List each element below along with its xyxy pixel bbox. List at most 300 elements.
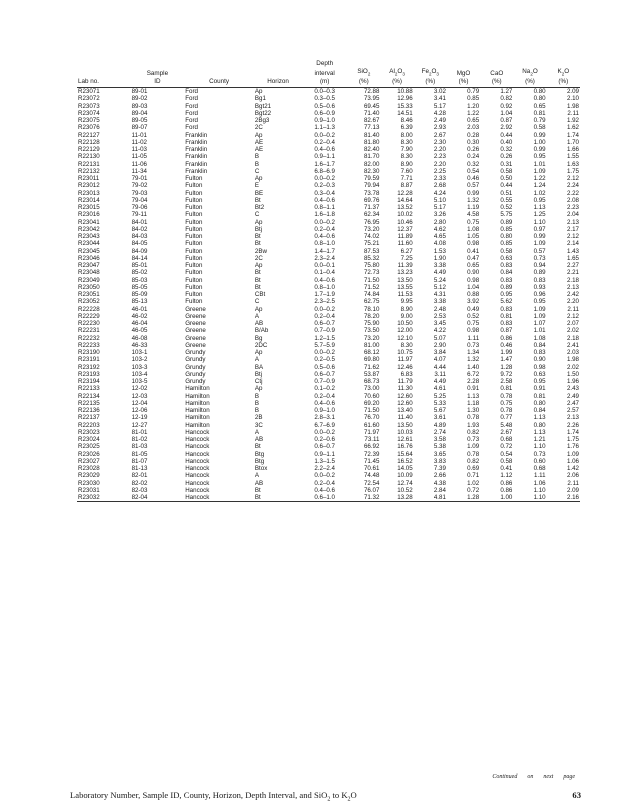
cell-county: Ford xyxy=(185,117,198,125)
cell-lab-no: R23012 xyxy=(78,182,100,190)
cell-lab-no: R23031 xyxy=(78,486,100,494)
cell-lab-no: R22231 xyxy=(78,327,100,335)
cell-al2o3: 10.09 xyxy=(397,472,413,480)
cell-county: Franklin xyxy=(185,160,208,168)
header-horizon xyxy=(254,68,302,79)
header-row xyxy=(77,68,580,79)
cell-lab-no: R23194 xyxy=(78,378,100,386)
cell-sample-id: 85-02 xyxy=(131,269,148,277)
cell-cao: 0.50 xyxy=(500,175,513,183)
cell-al2o3: 10.02 xyxy=(397,211,413,219)
cell-lab-no: R22203 xyxy=(78,421,100,429)
cell-cao: 0.92 xyxy=(500,102,513,110)
cell-cao: 1.99 xyxy=(500,349,513,357)
cell-cao: 0.31 xyxy=(500,160,513,168)
cell-k2o: 1.43 xyxy=(566,247,579,255)
cell-mgo: 2.28 xyxy=(467,378,480,386)
cell-lab-no: R23028 xyxy=(78,465,100,473)
cell-sample-id: 12-27 xyxy=(131,421,148,429)
cell-lab-no: R22137 xyxy=(78,414,100,422)
cell-fe2o3: 4.24 xyxy=(433,189,446,197)
cell-k2o: 2.06 xyxy=(566,472,579,480)
cell-cao: 0.44 xyxy=(500,131,513,139)
table-row xyxy=(77,327,580,334)
cell-na2o: 1.13 xyxy=(533,204,546,212)
cell-k2o: 2.02 xyxy=(566,363,579,371)
cell-cao: 0.83 xyxy=(500,305,513,313)
cell-cao: 1.47 xyxy=(500,356,513,364)
cell-lab-no: R22230 xyxy=(78,320,100,328)
cell-county: Ford xyxy=(185,109,198,117)
cell-al2o3: 14.51 xyxy=(397,109,413,117)
cell-sample-id: 11-05 xyxy=(131,153,147,161)
cell-lab-no: R22136 xyxy=(78,407,100,415)
cell-k2o: 2.42 xyxy=(566,291,579,299)
header-k2o: (%) xyxy=(547,78,580,87)
cell-na2o: 0.83 xyxy=(533,349,546,357)
cell-cao: 0.81 xyxy=(500,312,513,320)
cell-cao: 1.04 xyxy=(500,109,513,117)
cell-k2o: 2.12 xyxy=(566,312,579,320)
header-sio2: SiO$_2$ xyxy=(357,67,371,76)
cell-depth-interval: 0.9–1.0 xyxy=(314,407,336,415)
cell-county: Fulton xyxy=(185,298,203,306)
cell-mgo: 0.41 xyxy=(467,247,480,255)
header-subscript: 2 xyxy=(394,70,398,76)
cell-lab-no: R23014 xyxy=(78,196,100,204)
cell-depth-interval: 0.7–0.9 xyxy=(314,327,336,335)
cell-k2o: 2.13 xyxy=(566,218,579,226)
cell-na2o: 1.10 xyxy=(533,486,546,494)
cell-cao: 1.12 xyxy=(500,472,513,480)
cell-fe2o3: 4.81 xyxy=(414,494,447,502)
cell-depth-interval: 1.3–1.5 xyxy=(314,457,336,465)
cell-sample-id: 12-19 xyxy=(131,414,148,422)
table-row xyxy=(77,233,580,240)
cell-sample-id: 84-01 xyxy=(131,218,148,226)
cell-sio2: 75.21 xyxy=(363,240,380,248)
table-row xyxy=(77,378,580,385)
cell-depth-interval: 2.3–2.4 xyxy=(314,254,336,262)
cell-na2o: 0.60 xyxy=(533,457,546,465)
table-row xyxy=(77,458,580,465)
soil-chemistry-table xyxy=(77,60,580,502)
cell-al2o3: 9.95 xyxy=(400,298,413,306)
cell-lab-no: R23052 xyxy=(78,298,100,306)
cell-county: Hancock xyxy=(185,486,210,494)
cell-county: Fulton xyxy=(185,218,203,226)
cell-mgo: 0.85 xyxy=(467,95,480,103)
cell-cao: 0.75 xyxy=(500,399,513,407)
cell-fe2o3: 4.44 xyxy=(433,363,446,371)
cell-fe2o3: 7.39 xyxy=(433,465,446,473)
cell-sio2: 72.73 xyxy=(363,269,380,277)
cell-na2o: 0.96 xyxy=(533,291,546,299)
cell-sample-id: 89-03 xyxy=(131,102,148,110)
cell-na2o: 1.22 xyxy=(533,175,546,183)
cell-cao: 1.00 xyxy=(480,494,513,502)
cell-fe2o3: 3.84 xyxy=(433,349,446,357)
cell-mgo: 3.92 xyxy=(467,298,480,306)
cell-horizon: B xyxy=(254,160,260,168)
cell-mgo: 0.75 xyxy=(467,218,480,226)
cell-county: Fulton xyxy=(185,291,203,299)
cell-sample-id: 81-05 xyxy=(131,450,148,458)
header-subscript: 2 xyxy=(367,70,371,76)
cell-depth-interval: 0.3–0.4 xyxy=(314,189,336,197)
cell-sio2: 81.70 xyxy=(363,153,380,161)
cell-mgo: 0.30 xyxy=(467,138,480,146)
cell-lab-no: R23011 xyxy=(78,175,100,183)
table-row xyxy=(77,349,580,356)
cell-al2o3: 7.25 xyxy=(400,254,413,262)
table-row xyxy=(77,400,580,407)
cell-sample-id: 103-4 xyxy=(131,370,148,378)
cell-sio2: 62.34 xyxy=(363,211,380,219)
cell-sio2: 79.59 xyxy=(363,175,380,183)
cell-sample-id: 12-03 xyxy=(131,392,148,400)
cell-mgo: 0.79 xyxy=(467,88,480,96)
cell-sample-id: 84-09 xyxy=(131,247,148,255)
cell-sio2: 68.73 xyxy=(363,378,380,386)
cell-cao: 2.58 xyxy=(500,378,513,386)
cell-mgo: 0.73 xyxy=(467,341,480,349)
cell-sample-id: 89-02 xyxy=(131,95,148,103)
header-k2o xyxy=(547,60,580,68)
cell-na2o: 0.99 xyxy=(533,146,546,154)
cell-county: Franklin xyxy=(185,167,208,175)
header-al2o3: (%) xyxy=(380,78,413,87)
cell-horizon: Ap xyxy=(254,88,263,96)
cell-fe2o3: 2.33 xyxy=(433,175,446,183)
cell-horizon: Bt xyxy=(254,196,261,204)
cell-cao: 1.28 xyxy=(500,363,513,371)
cell-na2o: 0.93 xyxy=(533,283,546,291)
cell-na2o: 1.02 xyxy=(533,189,546,197)
cell-sample-id: 82-01 xyxy=(131,472,148,480)
cell-fe2o3: 4.08 xyxy=(433,240,446,248)
cell-cao: 0.87 xyxy=(500,327,513,335)
cell-sample-id: 89-05 xyxy=(131,117,148,125)
cell-county: Franklin xyxy=(185,131,208,139)
cell-fe2o3: 1.53 xyxy=(433,247,446,255)
cell-horizon: BA xyxy=(254,363,264,371)
cell-sio2: 78.10 xyxy=(363,305,380,313)
cell-sio2: 68.12 xyxy=(363,349,380,357)
cell-na2o: 0.94 xyxy=(533,262,546,270)
cell-horizon: A xyxy=(254,472,260,480)
header-depth-interval: (m) xyxy=(302,78,347,87)
continued-note xyxy=(0,774,575,780)
cell-al2o3: 10.46 xyxy=(397,218,413,226)
cell-depth-interval: 1.6–1.7 xyxy=(314,160,336,168)
cell-cao: 0.46 xyxy=(500,341,513,349)
cell-horizon: Ap xyxy=(254,131,263,139)
cell-sample-id: 84-05 xyxy=(131,240,148,248)
cell-fe2o3: 3.65 xyxy=(433,450,446,458)
cell-county: Hamilton xyxy=(185,421,210,429)
cell-horizon: Bt2 xyxy=(254,204,265,212)
header-sample-id: ID xyxy=(131,78,185,87)
cell-sio2: 71.52 xyxy=(363,283,380,291)
cell-horizon: Ap xyxy=(254,349,263,357)
cell-fe2o3: 3.45 xyxy=(433,320,446,328)
cell-sio2: 73.78 xyxy=(363,189,380,197)
cell-k2o: 2.08 xyxy=(566,196,579,204)
cell-county: Fulton xyxy=(185,182,203,190)
cell-cao: 0.86 xyxy=(500,486,513,494)
cell-na2o: 1.09 xyxy=(533,312,546,320)
cell-k2o: 2.24 xyxy=(566,182,579,190)
cell-al2o3: 10.75 xyxy=(397,349,413,357)
cell-k2o: 2.04 xyxy=(566,211,579,219)
cell-cao: 0.83 xyxy=(500,320,513,328)
cell-county: Fulton xyxy=(185,233,203,241)
cell-al2o3: 7.60 xyxy=(400,167,413,175)
cell-mgo: 0.82 xyxy=(467,428,480,436)
table-row xyxy=(77,190,580,197)
cell-na2o: 0.89 xyxy=(533,269,546,277)
cell-mgo: 1.28 xyxy=(447,494,480,502)
cell-na2o: 0.95 xyxy=(533,196,546,204)
cell-al2o3: 13.50 xyxy=(397,421,413,429)
cell-na2o: 1.07 xyxy=(533,320,546,328)
cell-lab-no: R23047 xyxy=(78,262,100,270)
cell-sample-id: 89-04 xyxy=(131,109,148,117)
cell-county: Fulton xyxy=(185,247,203,255)
cell-k2o: 1.74 xyxy=(566,428,579,436)
cell-sio2: 76.95 xyxy=(363,218,380,226)
cell-k2o: 2.10 xyxy=(566,95,579,103)
header-na2o xyxy=(513,60,546,68)
cell-lab-no: R23076 xyxy=(78,124,100,132)
cell-horizon: Ctj xyxy=(254,378,263,386)
cell-cao: 5.48 xyxy=(500,421,513,429)
cell-k2o: 2.57 xyxy=(566,407,579,415)
cell-horizon: BE xyxy=(254,189,264,197)
cell-lab-no: R23050 xyxy=(78,283,100,291)
cell-na2o: 1.24 xyxy=(533,182,546,190)
cell-depth-interval: 0.0–0.3 xyxy=(314,88,336,96)
cell-sample-id: 103-1 xyxy=(131,349,148,357)
cell-sio2: 61.60 xyxy=(363,421,380,429)
cell-k2o: 2.07 xyxy=(566,320,579,328)
cell-sample-id: 89-07 xyxy=(131,124,148,132)
cell-al2o3: 12.37 xyxy=(397,225,413,233)
cell-al2o3: 13.28 xyxy=(380,494,413,502)
caption-sub-1: 2 xyxy=(327,796,331,803)
header-row xyxy=(77,60,580,68)
cell-al2o3: 12.61 xyxy=(397,436,413,444)
header-k2o: $K_2O$ xyxy=(557,67,570,76)
cell-mgo: 0.99 xyxy=(467,189,480,197)
cell-fe2o3: 5.25 xyxy=(433,392,446,400)
cell-al2o3: 15.33 xyxy=(397,102,413,110)
cell-sio2: 71.62 xyxy=(363,363,380,371)
cell-depth-interval: 0.4–0.6 xyxy=(314,146,336,154)
cell-al2o3: 12.10 xyxy=(397,334,413,342)
cell-al2o3: 12.60 xyxy=(397,399,413,407)
table-row xyxy=(77,124,580,131)
cell-lab-no: R23030 xyxy=(78,479,100,487)
cell-depth-interval: 0.9–1.1 xyxy=(314,450,336,458)
cell-sample-id: 82-04 xyxy=(131,494,185,502)
cell-depth-interval: 1.1–1.3 xyxy=(314,124,336,132)
cell-county: Greene xyxy=(185,305,206,313)
table-row xyxy=(77,356,580,363)
cell-fe2o3: 2.23 xyxy=(433,153,446,161)
cell-k2o: 2.20 xyxy=(566,298,579,306)
cell-sio2: 74.84 xyxy=(363,291,380,299)
header-subscript: 3 xyxy=(402,70,405,76)
cell-county: Fulton xyxy=(185,240,203,248)
cell-depth-interval: 0.2–0.3 xyxy=(314,182,336,190)
cell-horizon: Ap xyxy=(254,262,263,270)
cell-sio2: 82.00 xyxy=(363,160,380,168)
cell-mgo: 1.22 xyxy=(467,109,480,117)
cell-na2o: 0.73 xyxy=(533,450,546,458)
header-fe2o3: (%) xyxy=(414,78,447,87)
cell-fe2o3: 5.67 xyxy=(433,407,446,415)
header-sio2 xyxy=(347,60,380,68)
cell-lab-no: R23074 xyxy=(78,109,100,117)
cell-al2o3: 10.52 xyxy=(397,486,413,494)
cell-lab-no: R23073 xyxy=(78,102,100,110)
cell-mgo: 2.03 xyxy=(467,124,480,132)
cell-cao: 1.27 xyxy=(500,88,513,96)
cell-lab-no: R23013 xyxy=(78,189,100,197)
table-row xyxy=(77,364,580,371)
cell-na2o: 0.81 xyxy=(533,109,546,117)
cell-depth-interval: 0.6–0.7 xyxy=(314,443,336,451)
cell-mgo: 0.47 xyxy=(467,254,480,262)
cell-na2o: 0.58 xyxy=(533,124,546,132)
cell-al2o3: 13.23 xyxy=(397,269,413,277)
cell-na2o: 1.13 xyxy=(533,428,546,436)
table-row xyxy=(77,298,580,305)
cell-fe2o3: 5.17 xyxy=(433,204,446,212)
header-cao: CaO xyxy=(490,69,504,77)
cell-fe2o3: 4.49 xyxy=(433,269,446,277)
cell-sio2: 87.53 xyxy=(363,247,380,255)
cell-na2o: 1.08 xyxy=(533,334,546,342)
cell-horizon: CBt xyxy=(254,291,266,299)
cell-sio2: 79.94 xyxy=(363,182,380,190)
table-row xyxy=(77,465,580,472)
cell-fe2o3: 2.74 xyxy=(433,428,446,436)
cell-sio2: 85.32 xyxy=(363,254,380,262)
cell-mgo: 1.09 xyxy=(467,443,480,451)
cell-cao: 0.84 xyxy=(500,269,513,277)
cell-k2o: 1.42 xyxy=(566,465,579,473)
caption-text-end: O xyxy=(350,790,357,800)
cell-na2o: 1.21 xyxy=(533,436,546,444)
cell-depth-interval: 0.3–0.5 xyxy=(314,95,336,103)
cell-sample-id: 46-01 xyxy=(131,305,148,313)
cell-mgo: 0.24 xyxy=(467,153,480,161)
cell-al2o3: 12.00 xyxy=(397,327,413,335)
cell-fe2o3: 4.49 xyxy=(433,378,446,386)
header-lab-no xyxy=(77,60,131,68)
header-na2o: (%) xyxy=(513,78,546,87)
continued-page-word: page xyxy=(563,774,575,780)
cell-lab-no: R23075 xyxy=(78,117,100,125)
cell-cao: 0.85 xyxy=(500,225,513,233)
cell-cao: 0.86 xyxy=(500,334,513,342)
cell-county: Fulton xyxy=(185,283,203,291)
cell-fe2o3: 4.31 xyxy=(433,291,446,299)
cell-mgo: 1.04 xyxy=(467,283,480,291)
header-horizon: Horizon xyxy=(254,78,302,87)
table-row xyxy=(77,443,580,450)
cell-depth-interval: 0.4–0.6 xyxy=(314,233,336,241)
cell-sample-id: 79-01 xyxy=(131,175,148,183)
cell-cao: 0.32 xyxy=(500,146,513,154)
cell-sample-id: 81-03 xyxy=(131,443,148,451)
cell-horizon: B xyxy=(254,407,260,415)
header-al2o3 xyxy=(380,60,413,68)
table-row xyxy=(77,197,580,204)
cell-al2o3: 6.39 xyxy=(400,124,413,132)
cell-county: Hancock xyxy=(185,465,210,473)
cell-na2o: 0.95 xyxy=(533,153,546,161)
cell-county: Hancock xyxy=(185,457,210,465)
cell-al2o3: 16.76 xyxy=(397,443,413,451)
cell-mgo: 1.40 xyxy=(467,363,480,371)
cell-sio2: 71.97 xyxy=(363,428,380,436)
cell-horizon: Bt xyxy=(254,276,261,284)
cell-al2o3: 16.52 xyxy=(397,457,413,465)
cell-horizon: B xyxy=(254,399,260,407)
cell-mgo: 0.88 xyxy=(467,291,480,299)
table-row xyxy=(77,240,580,247)
cell-k2o: 2.22 xyxy=(566,189,579,197)
cell-cao: 2.67 xyxy=(500,428,513,436)
cell-na2o: 0.95 xyxy=(533,298,546,306)
cell-lab-no: R22130 xyxy=(78,153,100,161)
cell-sio2: 81.80 xyxy=(363,138,380,146)
cell-horizon: 2B xyxy=(254,414,263,422)
cell-sample-id: 79-06 xyxy=(131,204,148,212)
cell-cao: 0.52 xyxy=(500,204,513,212)
cell-k2o: 2.09 xyxy=(566,486,579,494)
cell-lab-no: R23043 xyxy=(78,233,100,241)
cell-fe2o3: 3.61 xyxy=(433,414,446,422)
table-row xyxy=(77,110,580,117)
cell-al2o3: 11.79 xyxy=(397,378,413,386)
cell-mgo: 1.19 xyxy=(467,204,480,212)
cell-k2o: 2.23 xyxy=(566,204,579,212)
cell-na2o: 0.83 xyxy=(533,276,546,284)
cell-county: Hancock xyxy=(185,443,210,451)
table-row xyxy=(77,371,580,378)
cell-na2o: 1.25 xyxy=(533,211,546,219)
cell-k2o: 2.16 xyxy=(547,494,580,502)
cell-na2o: 0.91 xyxy=(533,385,546,393)
cell-lab-no: R23029 xyxy=(78,472,100,480)
cell-lab-no: R23026 xyxy=(78,450,100,458)
cell-sample-id: 103-5 xyxy=(131,378,148,386)
cell-county: Fulton xyxy=(185,175,203,183)
cell-lab-no: R22229 xyxy=(78,312,100,320)
cell-lab-no: R23072 xyxy=(78,95,100,103)
table-row xyxy=(77,88,580,96)
cell-sio2: 73.20 xyxy=(363,225,380,233)
cell-county: Grundy xyxy=(185,349,206,357)
cell-k2o: 1.76 xyxy=(566,443,579,451)
cell-horizon: 2C xyxy=(254,254,263,262)
cell-horizon: Bgt22 xyxy=(254,109,272,117)
